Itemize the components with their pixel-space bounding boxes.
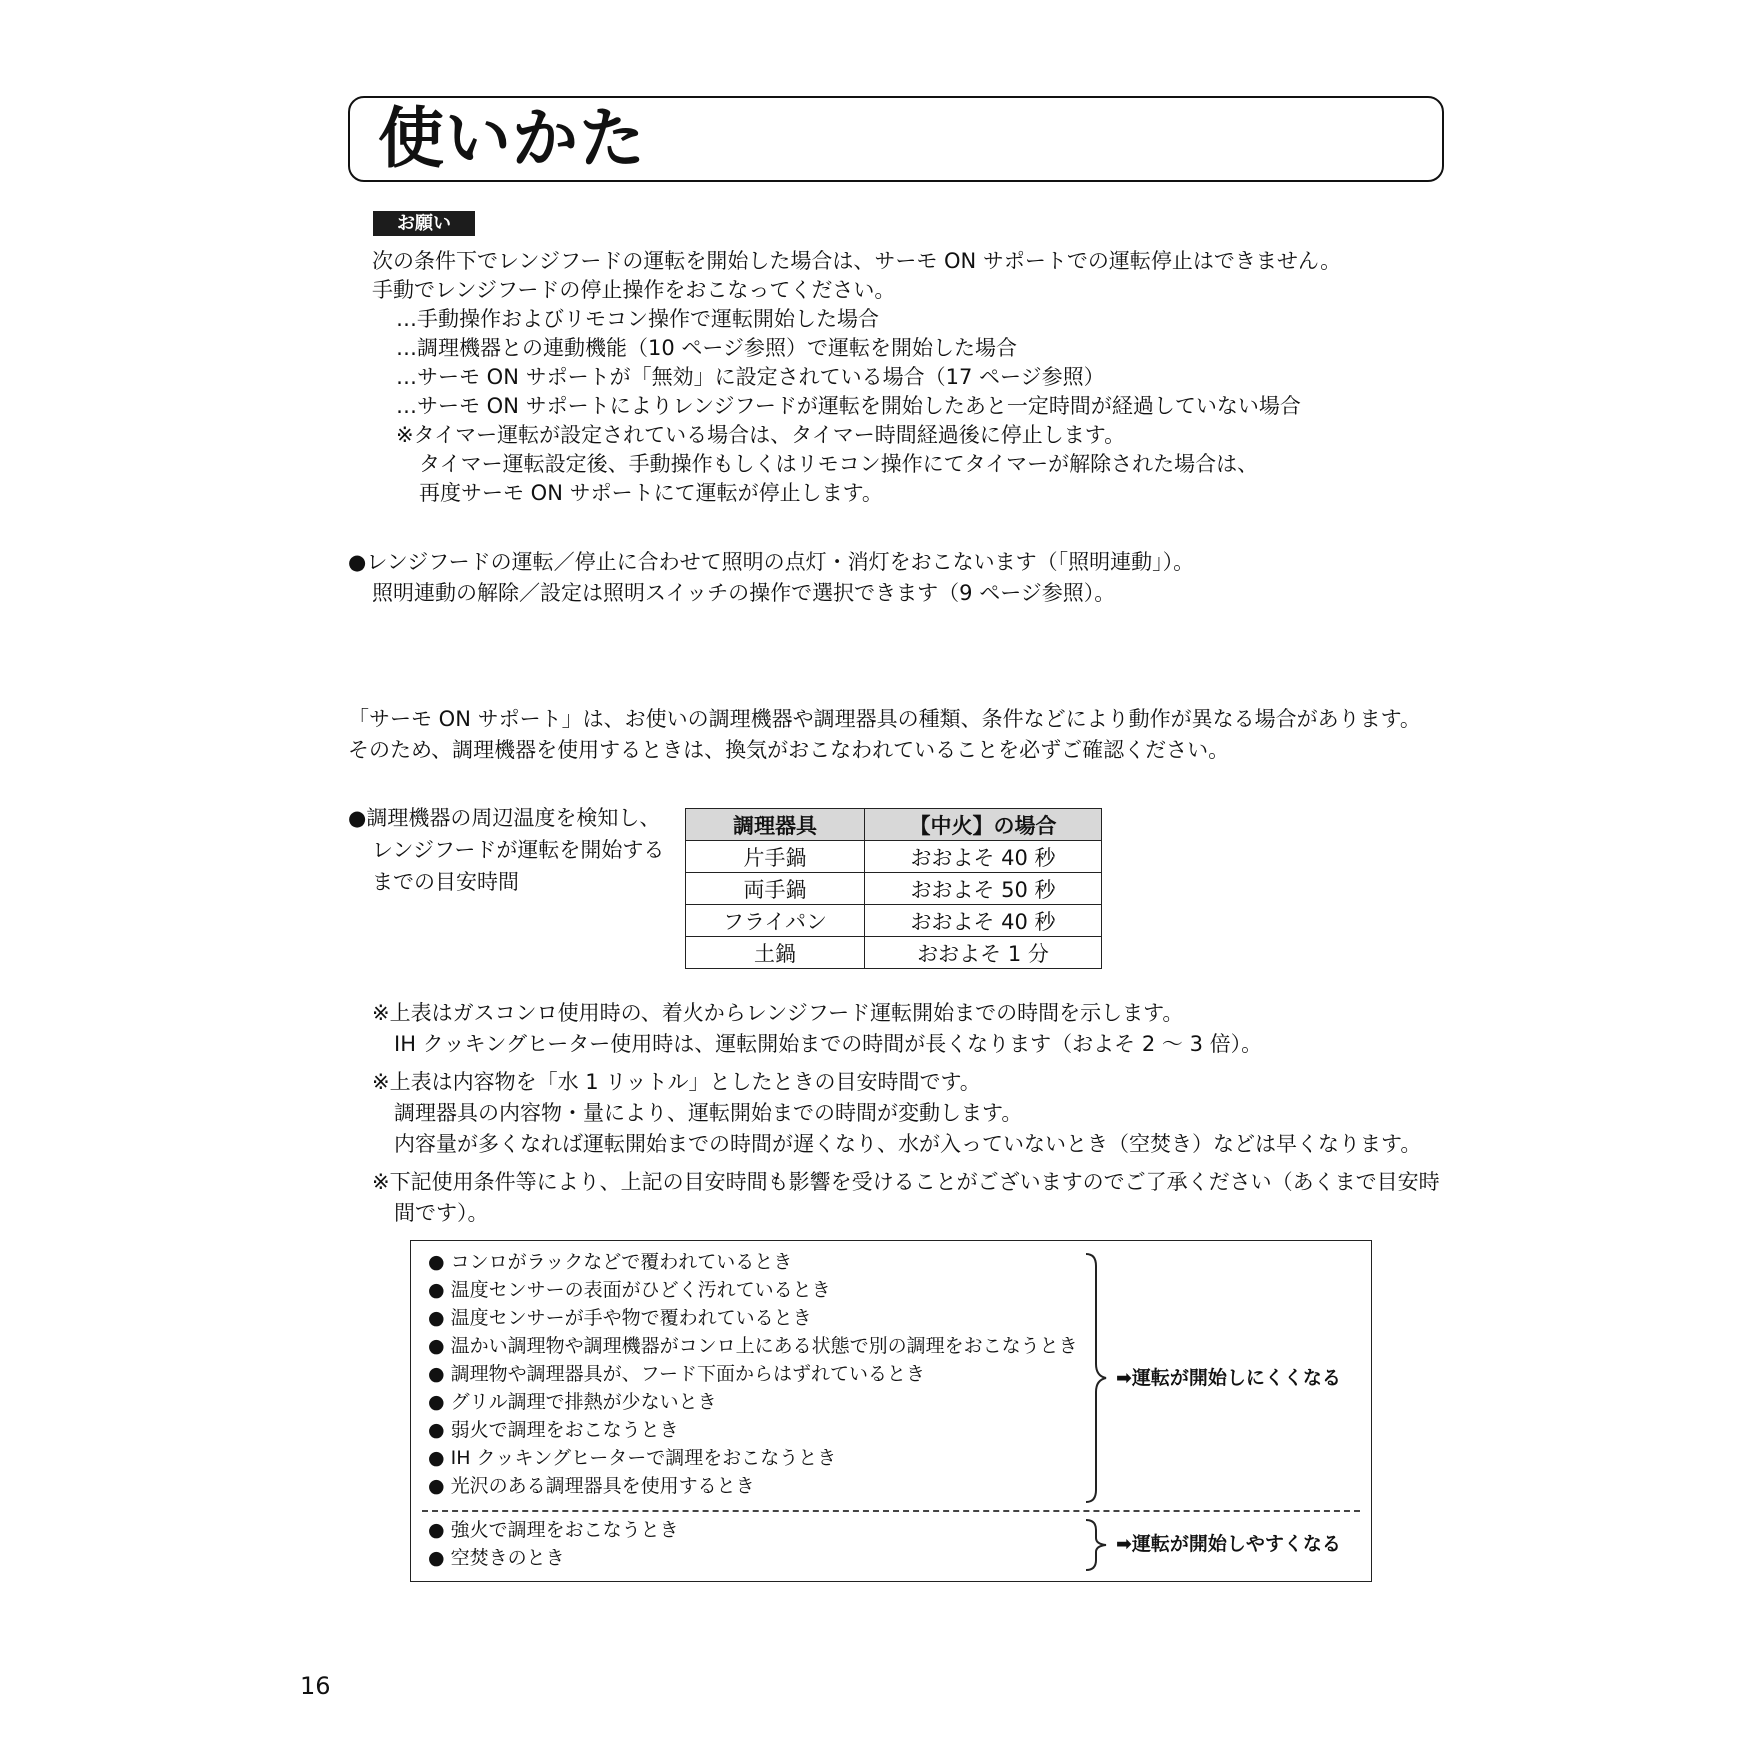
table-row bbox=[686, 937, 1102, 969]
notice-line: 再度サーモ ON サポートにて運転が停止します。 bbox=[419, 481, 883, 505]
table-cell: 両手鍋 bbox=[686, 873, 865, 905]
table-cell: おおよそ 40 秒 bbox=[865, 905, 1102, 937]
dashed-divider bbox=[422, 1510, 1360, 1512]
note-line: ※下記使用条件等により、上記の目安時間も影響を受けることがございますのでご了承ください（あくまで目安時 bbox=[372, 1170, 1440, 1194]
notice-line: …調理機器との連動機能（10 ページ参照）で運転を開始した場合 bbox=[396, 336, 1017, 360]
light-line: ●レンジフードの運転／停止に合わせて照明の点灯・消灯をおこないます（「照明連動」）。 bbox=[348, 550, 1195, 574]
condition-item: ● 調理物や調理器具が、フード下面からはずれているとき bbox=[428, 1363, 926, 1385]
notice-badge: お願い bbox=[373, 211, 475, 236]
condition-item: ● 温度センサーが手や物で覆われているとき bbox=[428, 1307, 812, 1329]
notice-line: ※タイマー運転が設定されている場合は、タイマー時間経過後に停止します。 bbox=[396, 423, 1126, 447]
notice-line: …サーモ ON サポートが「無効」に設定されている場合（17 ページ参照） bbox=[396, 365, 1105, 389]
condition-item: ● 温かい調理物や調理機器がコンロ上にある状態で別の調理をおこなうとき bbox=[428, 1335, 1078, 1357]
note-line: ※上表は内容物を「水 1 リットル」としたときの目安時間です。 bbox=[372, 1070, 981, 1094]
table-header: 【中火】の場合 bbox=[865, 809, 1102, 841]
table-label-line: ●調理機器の周辺温度を検知し、 bbox=[348, 806, 661, 830]
condition-item: ● 強火で調理をおこなうとき bbox=[428, 1519, 679, 1541]
note-line: IH クッキングヒーター使用時は、運転開始までの時間が長くなります（およそ 2 ～ 3 倍）。 bbox=[394, 1032, 1263, 1056]
condition-item: ● 光沢のある調理器具を使用するとき bbox=[428, 1475, 755, 1497]
table-row bbox=[686, 905, 1102, 937]
brace-harder-icon bbox=[1082, 1252, 1112, 1504]
table-row bbox=[686, 873, 1102, 905]
easier-result: ➡運転が開始しやすくなる bbox=[1116, 1533, 1341, 1555]
harder-result: ➡運転が開始しにくくなる bbox=[1116, 1367, 1341, 1389]
note-line: 調理器具の内容物・量により、運転開始までの時間が変動します。 bbox=[394, 1101, 1023, 1125]
condition-item: ● 弱火で調理をおこなうとき bbox=[428, 1419, 679, 1441]
table-cell: 土鍋 bbox=[686, 937, 865, 969]
condition-item: ● コンロがラックなどで覆われているとき bbox=[428, 1251, 793, 1273]
table-cell: フライパン bbox=[686, 905, 865, 937]
table-header-row bbox=[686, 809, 1102, 841]
cookware-time-table bbox=[685, 808, 1102, 969]
notice-line: タイマー運転設定後、手動操作もしくはリモコン操作にてタイマーが解除された場合は、 bbox=[419, 452, 1259, 476]
note-line: ※上表はガスコンロ使用時の、着火からレンジフード運転開始までの時間を示します。 bbox=[372, 1001, 1184, 1025]
table-header: 調理器具 bbox=[686, 809, 865, 841]
table-cell: おおよそ 40 秒 bbox=[865, 841, 1102, 873]
support-line: そのため、調理機器を使用するときは、換気がおこなわれていることを必ずご確認ください。 bbox=[348, 738, 1230, 762]
notice-line: 次の条件下でレンジフードの運転を開始した場合は、サーモ ON サポートでの運転停止はできません。 bbox=[372, 249, 1342, 273]
condition-item: ● IH クッキングヒーターで調理をおこなうとき bbox=[428, 1447, 837, 1469]
condition-item: ● グリル調理で排熱が少ないとき bbox=[428, 1391, 717, 1413]
support-line: 「サーモ ON サポート」は、お使いの調理機器や調理器具の種類、条件などにより動作が異なる場合があります。 bbox=[348, 707, 1421, 731]
page-title: 使いかた bbox=[378, 100, 646, 177]
table-label-line: までの目安時間 bbox=[372, 870, 519, 894]
note-line: 間です）。 bbox=[394, 1201, 489, 1225]
table-label-line: レンジフードが運転を開始する bbox=[372, 838, 665, 862]
table-cell: おおよそ 1 分 bbox=[865, 937, 1102, 969]
notice-line: …手動操作およびリモコン操作で運転開始した場合 bbox=[396, 307, 879, 331]
table-cell: 片手鍋 bbox=[686, 841, 865, 873]
brace-easier-icon bbox=[1082, 1518, 1112, 1572]
table-row bbox=[686, 841, 1102, 873]
notice-line: 手動でレンジフードの停止操作をおこなってください。 bbox=[372, 278, 896, 302]
condition-item: ● 温度センサーの表面がひどく汚れているとき bbox=[428, 1279, 831, 1301]
note-line: 内容量が多くなれば運転開始までの時間が遅くなり、水が入っていないとき（空焚き）などは早くなります。 bbox=[394, 1132, 1422, 1156]
notice-line: …サーモ ON サポートによりレンジフードが運転を開始したあと一定時間が経過していない場合 bbox=[396, 394, 1301, 418]
page-number: 16 bbox=[300, 1672, 331, 1700]
table-cell: おおよそ 50 秒 bbox=[865, 873, 1102, 905]
condition-item: ● 空焚きのとき bbox=[428, 1547, 565, 1569]
light-line: 照明連動の解除／設定は照明スイッチの操作で選択できます（9 ページ参照）。 bbox=[372, 581, 1116, 605]
